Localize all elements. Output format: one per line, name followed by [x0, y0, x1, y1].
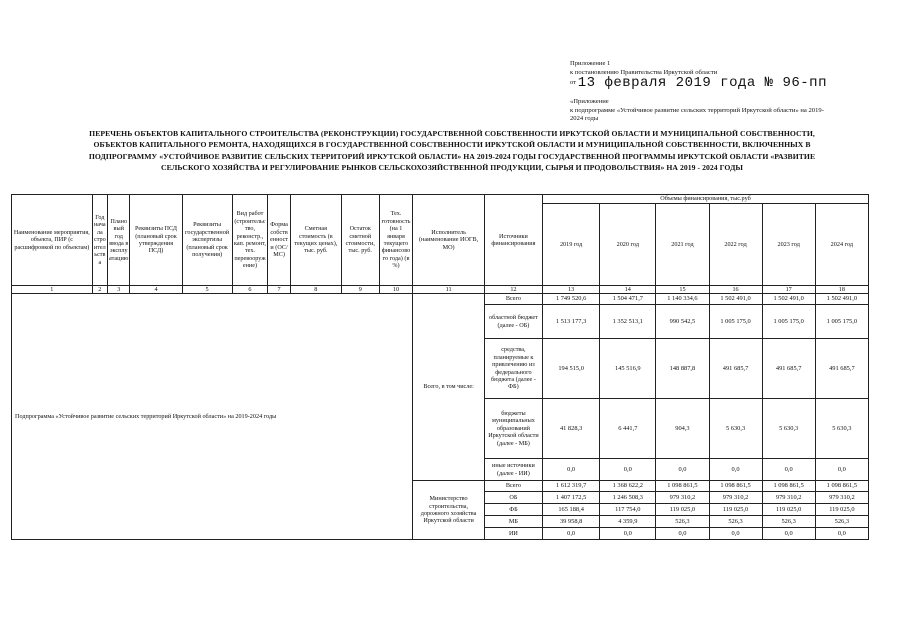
col-header-expertise: Реквизиты государственной экспертизы (плановый срок получения) [182, 195, 232, 286]
value-cell: 1 612 319,7 [543, 481, 600, 492]
value-cell: 5 630,3 [815, 399, 868, 459]
source-cell: МБ [484, 516, 542, 528]
value-cell: 1 098 861,5 [815, 481, 868, 492]
value-cell: 1 005 175,0 [709, 305, 762, 339]
col-header-ownership: Форма собственности (ОС/МС) [268, 195, 290, 286]
value-cell: 1 502 491,0 [815, 294, 868, 305]
col-header-start-year: Год начала строительства [92, 195, 107, 286]
value-cell: 165 188,4 [543, 504, 600, 516]
col-header-psd: Реквизиты ПСД (плановый срок утверждения ПСД) [130, 195, 182, 286]
source-cell: бюджеты муниципальных образований Иркутской области (далее - МБ) [484, 399, 542, 459]
source-cell: средства, планируемые к привлечению из федерального бюджета (далее - ФБ) [484, 339, 542, 399]
resolution-ref: к постановлению Правительства Иркутской области [570, 68, 718, 76]
col-number: 9 [341, 286, 379, 294]
col-number: 7 [268, 286, 290, 294]
col-header-year: 2020 год [600, 204, 656, 286]
executor-ministry: Министерство строительства, дорожного хозяйства Иркутской области [413, 481, 484, 540]
value-cell: 194 515,0 [543, 339, 600, 399]
col-number: 18 [815, 286, 868, 294]
col-number: 2 [92, 286, 107, 294]
value-cell: 979 310,2 [762, 492, 815, 504]
value-cell: 0,0 [543, 528, 600, 540]
col-header-year: 2023 год [762, 204, 815, 286]
col-number: 11 [413, 286, 484, 294]
title-line: ПЕРЕЧЕНЬ ОБЪЕКТОВ КАПИТАЛЬНОГО СТРОИТЕЛЬСТВА (РЕКОНСТРУКЦИИ) ГОСУДАРСТВЕННОЙ СОБСТВЕННОСТИ ИРКУТСКОЙ ОБЛАСТИ И МУНИЦИПАЛЬНОЙ СОБСТВЕННОСТИ, [89, 129, 815, 138]
value-cell: 1 098 861,5 [762, 481, 815, 492]
value-cell: 0,0 [600, 459, 656, 481]
value-cell: 0,0 [815, 528, 868, 540]
subprogram-years: 2024 годы [570, 115, 599, 123]
group-total-label: Всего, в том числе: [413, 294, 484, 481]
col-header-estimated-cost: Сметная стоимость (в текущих ценах), тыс. руб. [290, 195, 341, 286]
value-cell: 0,0 [543, 459, 600, 481]
col-number: 6 [232, 286, 268, 294]
value-cell: 41 828,3 [543, 399, 600, 459]
col-header-volumes: Объемы финансирования, тыс.руб [543, 195, 869, 204]
source-cell: Всего [484, 294, 542, 305]
col-header-commission-year: Плановый год ввода в эксплуатацию [108, 195, 130, 286]
appendix-label: Приложение 1 [570, 60, 611, 67]
col-header-year: 2022 год [709, 204, 762, 286]
value-cell: 1 749 520,6 [543, 294, 600, 305]
col-header-name: Наименование мероприятия, объекта, ПИР (с расшифровкой по объектам) [12, 195, 93, 286]
value-cell: 526,3 [762, 516, 815, 528]
value-cell: 0,0 [762, 528, 815, 540]
title-line: ПОДПРОГРАММУ «УСТОЙЧИВОЕ РАЗВИТИЕ СЕЛЬСКИХ ТЕРРИТОРИЙ ИРКУТСКОЙ ОБЛАСТИ» НА 2019-2024 ГОДЫ ГОСУДАРСТВЕННОЙ ПРОГРАММЫ ИРКУТСКОЙ ОБЛАСТИ «РАЗВИТИЕ [88, 151, 816, 161]
value-cell: 491 685,7 [762, 339, 815, 399]
col-number: 8 [290, 286, 341, 294]
value-cell: 1 098 861,5 [709, 481, 762, 492]
col-header-readiness: Тех. готовность (на 1 января текущего финансового года) (в %) [379, 195, 413, 286]
appendix-quote: «Приложение [570, 98, 609, 106]
col-number: 12 [484, 286, 542, 294]
value-cell: 1 098 861,5 [656, 481, 709, 492]
source-cell: ФБ [484, 504, 542, 516]
source-cell: иные источники (далее - ИИ) [484, 459, 542, 481]
value-cell: 145 516,9 [600, 339, 656, 399]
value-cell: 1 407 172,5 [543, 492, 600, 504]
col-header-sources: Источники финансирования [484, 195, 542, 286]
col-header-year: 2024 год [815, 204, 868, 286]
value-cell: 979 310,2 [709, 492, 762, 504]
col-header-work-type: Вид работ (строительство, реконстр., кап. ремонт, тех. перевооружение) [232, 195, 268, 286]
subprogram-name: Подпрограмма «Устойчивое развитие сельских территорий Иркутской области» на 2019-2024 годы [12, 294, 413, 540]
value-cell: 0,0 [709, 528, 762, 540]
value-cell: 5 630,3 [762, 399, 815, 459]
resolution-date: 13 февраля 2019 года № 96-пп [577, 75, 827, 92]
col-number: 14 [600, 286, 656, 294]
value-cell: 0,0 [762, 459, 815, 481]
source-cell: Всего [484, 481, 542, 492]
value-cell: 4 359,9 [600, 516, 656, 528]
source-cell: ОБ [484, 492, 542, 504]
value-cell: 0,0 [656, 528, 709, 540]
document-title [8, 128, 896, 174]
subprogram-ref: к подпрограмме «Устойчивое развитие сельских территорий Иркутской области» на 2019- [570, 106, 824, 114]
value-cell: 119 025,0 [709, 504, 762, 516]
value-cell: 1 352 513,1 [600, 305, 656, 339]
value-cell: 979 310,2 [656, 492, 709, 504]
value-cell: 117 754,0 [600, 504, 656, 516]
value-cell: 119 025,0 [656, 504, 709, 516]
value-cell: 1 504 471,7 [600, 294, 656, 305]
value-cell: 526,3 [656, 516, 709, 528]
value-cell: 0,0 [656, 459, 709, 481]
value-cell: 6 441,7 [600, 399, 656, 459]
value-cell: 148 887,8 [656, 339, 709, 399]
value-cell: 904,3 [656, 399, 709, 459]
col-header-year: 2019 год [543, 204, 600, 286]
value-cell: 491 685,7 [709, 339, 762, 399]
title-line: ОБЪЕКТОВ КАПИТАЛЬНОГО РЕМОНТА, НАХОДЯЩИХСЯ В ГОСУДАРСТВЕННОЙ СОБСТВЕННОСТИ ИРКУТСКОЙ ОБЛАСТИ И МУНИЦИПАЛЬНОЙ СОБСТВЕННОСТИ, ВКЛЮЧЕННЫХ В [93, 140, 811, 150]
col-number: 16 [709, 286, 762, 294]
resolution-date-line [570, 77, 870, 90]
value-cell: 0,0 [709, 459, 762, 481]
col-header-executor: Исполнитель (наименование ИОГВ, МО) [413, 195, 484, 286]
col-number: 17 [762, 286, 815, 294]
value-cell: 0,0 [815, 459, 868, 481]
col-number: 15 [656, 286, 709, 294]
value-cell: 1 246 508,3 [600, 492, 656, 504]
value-cell: 1 513 177,3 [543, 305, 600, 339]
from-label: от [570, 79, 577, 87]
col-number: 5 [182, 286, 232, 294]
value-cell: 979 310,2 [815, 492, 868, 504]
col-number: 3 [108, 286, 130, 294]
value-cell: 1 368 622,2 [600, 481, 656, 492]
value-cell: 5 630,3 [709, 399, 762, 459]
column-numbers-row [12, 286, 869, 294]
value-cell: 39 958,8 [543, 516, 600, 528]
value-cell: 526,3 [815, 516, 868, 528]
document-header [570, 60, 870, 124]
value-cell: 1 005 175,0 [762, 305, 815, 339]
objects-table [11, 194, 869, 540]
col-header-remaining-cost: Остаток сметной стоимости, тыс. руб. [341, 195, 379, 286]
source-cell: областной бюджет (далее - ОБ) [484, 305, 542, 339]
value-cell: 1 502 491,0 [762, 294, 815, 305]
value-cell: 990 542,5 [656, 305, 709, 339]
value-cell: 1 005 175,0 [815, 305, 868, 339]
value-cell: 1 502 491,0 [709, 294, 762, 305]
col-number: 13 [543, 286, 600, 294]
table-row [12, 294, 869, 305]
value-cell: 491 685,7 [815, 339, 868, 399]
col-number: 4 [130, 286, 182, 294]
col-number: 1 [12, 286, 93, 294]
title-line: СЕЛЬСКОГО ХОЗЯЙСТВА И РЕГУЛИРОВАНИЕ РЫНКОВ СЕЛЬСКОХОЗЯЙСТВЕННОЙ ПРОДУКЦИИ, СЫРЬЯ И ПРОДОВОЛЬСТВИЯ» НА 2019 - 2024 ГОДЫ [160, 163, 744, 173]
value-cell: 119 025,0 [762, 504, 815, 516]
value-cell: 0,0 [600, 528, 656, 540]
col-number: 10 [379, 286, 413, 294]
col-header-year: 2021 год [656, 204, 709, 286]
source-cell: ИИ [484, 528, 542, 540]
value-cell: 119 025,0 [815, 504, 868, 516]
value-cell: 526,3 [709, 516, 762, 528]
value-cell: 1 140 334,6 [656, 294, 709, 305]
